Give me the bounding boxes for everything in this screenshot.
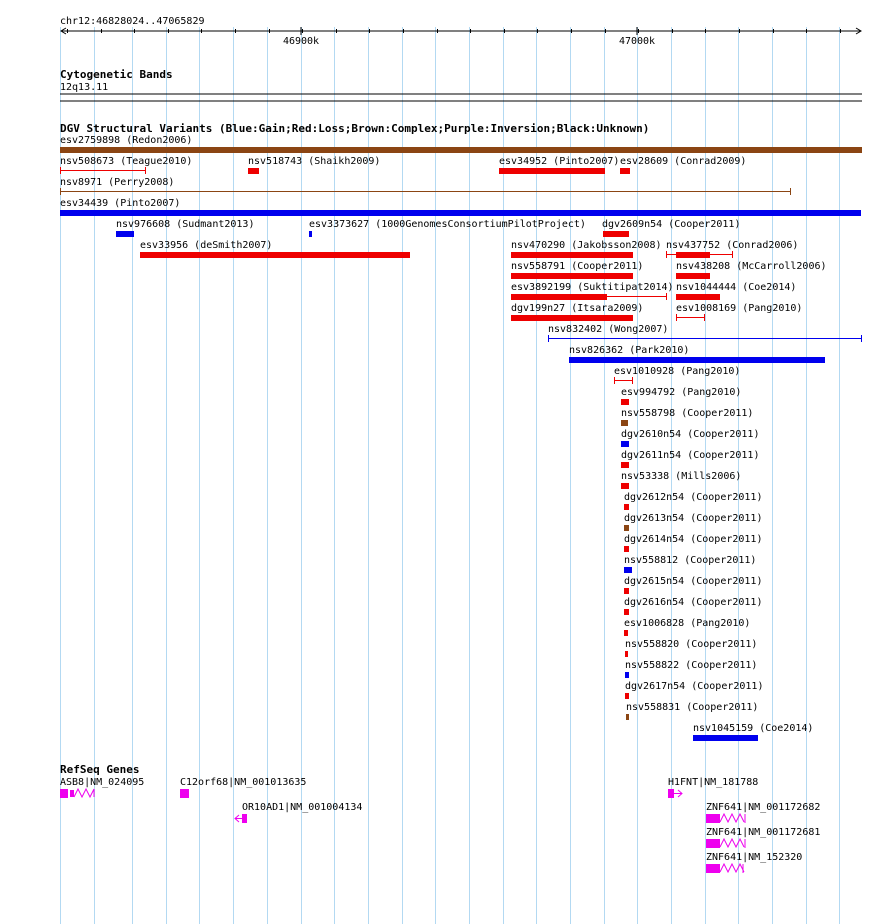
dgv-feature-bar (603, 231, 629, 237)
ruler-coordinates: chr12:46828024..47065829 (60, 16, 205, 27)
dgv-feature-bar (624, 630, 628, 636)
dgv-feature-bar (624, 588, 629, 594)
dgv-feature-bar (624, 546, 629, 552)
refseq-track-title: RefSeq Genes (60, 763, 140, 776)
dgv-feature-label: esv33956 (deSmith2007) (140, 240, 273, 251)
dgv-feature-label: esv3892199 (Suktitipat2014) (511, 282, 674, 293)
dgv-feature-label: nsv558812 (Cooper2011) (624, 555, 757, 566)
dgv-feature-bar (676, 294, 720, 300)
refseq-track[interactable] (60, 763, 820, 873)
dgv-feature-label: dgv2609n54 (Cooper2011) (602, 219, 741, 230)
dgv-feature[interactable] (693, 723, 813, 741)
dgv-feature-bar (676, 252, 710, 258)
dgv-feature[interactable] (499, 156, 619, 174)
dgv-feature[interactable] (624, 513, 762, 531)
refseq-gene[interactable] (706, 827, 820, 848)
dgv-feature[interactable] (614, 366, 740, 384)
dgv-feature[interactable] (676, 303, 802, 321)
gene-exon (70, 790, 74, 797)
gene-exon (180, 789, 189, 798)
ruler[interactable] (60, 16, 861, 47)
dgv-feature-label: esv1010928 (Pang2010) (614, 366, 741, 377)
dgv-feature-label: esv34439 (Pinto2007) (60, 198, 181, 209)
refseq-gene-label: ASB8|NM_024095 (60, 777, 145, 788)
dgv-feature-label: nsv470290 (Jakobsson2008) (511, 240, 662, 251)
dgv-feature-bar (116, 231, 134, 237)
gene-exon (242, 814, 247, 823)
gene-exon (668, 789, 674, 798)
dgv-feature-bar (620, 168, 630, 174)
dgv-feature-bar (626, 714, 629, 720)
gene-exon (706, 839, 720, 848)
dgv-feature-label: nsv8971 (Perry2008) (60, 177, 175, 188)
dgv-feature-label: nsv832402 (Wong2007) (548, 324, 669, 335)
gene-intron (720, 864, 744, 872)
dgv-feature[interactable] (676, 282, 796, 300)
dgv-feature-label: esv994792 (Pang2010) (621, 387, 742, 398)
dgv-feature-bar (60, 210, 861, 216)
dgv-feature-bar (499, 168, 605, 174)
dgv-feature[interactable] (620, 156, 746, 174)
dgv-feature-bar (511, 294, 607, 300)
dgv-feature-label: nsv558822 (Cooper2011) (625, 660, 758, 671)
dgv-feature-label: esv2759898 (Redon2006) (60, 135, 193, 146)
gene-intron (74, 789, 94, 797)
refseq-gene[interactable] (235, 802, 362, 823)
gene-exon (706, 864, 720, 873)
dgv-feature-label: nsv976608 (Sudmant2013) (116, 219, 255, 230)
gene-intron (720, 839, 744, 847)
dgv-track-title: DGV Structural Variants (Blue:Gain;Red:Loss;Brown:Complex;Purple:Inversion;Black:Unknown) (60, 122, 650, 135)
dgv-feature-bar (625, 693, 629, 699)
dgv-feature[interactable] (60, 156, 192, 174)
dgv-feature-label: dgv2614n54 (Cooper2011) (624, 534, 763, 545)
dgv-feature-label: nsv508673 (Teague2010) (60, 156, 193, 167)
refseq-gene-label: ZNF641|NM_001172681 (706, 827, 821, 838)
cytoband-label: 12q13.11 (60, 82, 109, 93)
dgv-feature-bar (625, 651, 628, 657)
dgv-feature-bar (621, 420, 628, 426)
dgv-feature-bar (621, 399, 629, 405)
ruler-tick-label: 46900k (282, 36, 320, 47)
refseq-gene-label: C12orf68|NM_001013635 (180, 777, 307, 788)
refseq-gene-label: OR10AD1|NM_001004134 (242, 802, 363, 813)
dgv-feature-bar (624, 504, 629, 510)
dgv-feature[interactable] (511, 282, 674, 300)
dgv-feature-label: esv34952 (Pinto2007) (499, 156, 620, 167)
dgv-feature[interactable] (625, 660, 757, 678)
gene-exon (706, 814, 720, 823)
dgv-feature[interactable] (624, 618, 750, 636)
dgv-feature[interactable] (624, 597, 762, 615)
dgv-features (60, 135, 862, 741)
dgv-feature-label: esv3373627 (1000GenomesConsortiumPilotProject) (309, 219, 586, 230)
dgv-feature-label: dgv2613n54 (Cooper2011) (624, 513, 763, 524)
dgv-feature-label: dgv2612n54 (Cooper2011) (624, 492, 763, 503)
dgv-feature-label: nsv1044444 (Coe2014) (676, 282, 797, 293)
dgv-feature-bar (60, 147, 862, 153)
dgv-feature[interactable] (140, 240, 410, 258)
dgv-track[interactable] (60, 122, 862, 741)
dgv-feature-label: dgv199n27 (Itsara2009) (511, 303, 644, 314)
dgv-feature-bar (621, 462, 629, 468)
dgv-feature-label: nsv518743 (Shaikh2009) (248, 156, 381, 167)
dgv-feature-label: dgv2615n54 (Cooper2011) (624, 576, 763, 587)
dgv-feature[interactable] (309, 219, 586, 237)
dgv-feature[interactable] (621, 408, 753, 426)
dgv-feature-label: esv1006828 (Pang2010) (624, 618, 751, 629)
dgv-feature[interactable] (60, 135, 862, 153)
dgv-feature[interactable] (625, 681, 763, 699)
refseq-gene-label: H1FNT|NM_181788 (668, 777, 759, 788)
refseq-genes (60, 777, 820, 873)
gene-intron (720, 814, 744, 822)
dgv-feature-label: nsv53338 (Mills2006) (621, 471, 742, 482)
dgv-feature[interactable] (624, 555, 756, 573)
dgv-feature[interactable] (621, 387, 741, 405)
refseq-gene-label: ZNF641|NM_152320 (706, 852, 803, 863)
dgv-feature-label: nsv558791 (Cooper2011) (511, 261, 644, 272)
cytoband-track-title: Cytogenetic Bands (60, 68, 173, 81)
dgv-feature-bar (309, 231, 312, 237)
refseq-gene[interactable] (668, 777, 758, 798)
dgv-feature-bar (511, 273, 633, 279)
refseq-gene-label: ZNF641|NM_001172682 (706, 802, 821, 813)
dgv-feature-bar (140, 252, 410, 258)
dgv-feature[interactable] (60, 198, 861, 216)
dgv-feature[interactable] (511, 303, 643, 321)
dgv-feature[interactable] (511, 261, 643, 279)
dgv-feature[interactable] (676, 261, 827, 279)
dgv-feature-label: dgv2617n54 (Cooper2011) (625, 681, 764, 692)
dgv-feature-label: nsv437752 (Conrad2006) (666, 240, 799, 251)
dgv-feature-bar (693, 735, 758, 741)
dgv-feature-bar (621, 483, 629, 489)
dgv-feature[interactable] (60, 177, 791, 195)
dgv-feature[interactable] (666, 240, 798, 258)
dgv-feature-label: dgv2616n54 (Cooper2011) (624, 597, 763, 608)
refseq-gene[interactable] (706, 802, 820, 823)
dgv-feature-label: nsv826362 (Park2010) (569, 345, 690, 356)
refseq-gene[interactable] (706, 852, 802, 873)
dgv-feature[interactable] (569, 345, 825, 363)
dgv-feature[interactable] (624, 576, 762, 594)
dgv-feature[interactable] (511, 240, 662, 258)
dgv-feature[interactable] (624, 492, 762, 510)
dgv-feature-label: nsv438208 (McCarroll2006) (676, 261, 827, 272)
dgv-feature-label: dgv2611n54 (Cooper2011) (621, 450, 760, 461)
dgv-feature-bar (624, 567, 632, 573)
dgv-feature-label: nsv1045159 (Coe2014) (693, 723, 814, 734)
dgv-feature-bar (621, 441, 629, 447)
dgv-feature-bar (511, 315, 633, 321)
dgv-feature-bar (248, 168, 259, 174)
dgv-feature-label: nsv558798 (Cooper2011) (621, 408, 754, 419)
cytoband-track[interactable] (60, 68, 862, 101)
dgv-feature[interactable] (625, 639, 757, 657)
dgv-feature-label: esv28609 (Conrad2009) (620, 156, 747, 167)
dgv-feature-bar (569, 357, 825, 363)
dgv-feature-bar (624, 525, 629, 531)
dgv-feature-label: esv1008169 (Pang2010) (676, 303, 803, 314)
dgv-feature[interactable] (621, 471, 741, 489)
dgv-feature-bar (511, 252, 633, 258)
dgv-feature-bar (624, 609, 629, 615)
dgv-feature-bar (625, 672, 629, 678)
dgv-feature-label: dgv2610n54 (Cooper2011) (621, 429, 760, 440)
refseq-gene[interactable] (180, 777, 306, 798)
dgv-feature[interactable] (624, 534, 762, 552)
ruler-tick-label: 47000k (618, 36, 656, 47)
refseq-gene[interactable] (60, 777, 144, 798)
dgv-feature-bar (676, 273, 710, 279)
dgv-feature-label: nsv558820 (Cooper2011) (625, 639, 758, 650)
gene-exon (60, 789, 68, 798)
dgv-feature-label: nsv558831 (Cooper2011) (626, 702, 759, 713)
